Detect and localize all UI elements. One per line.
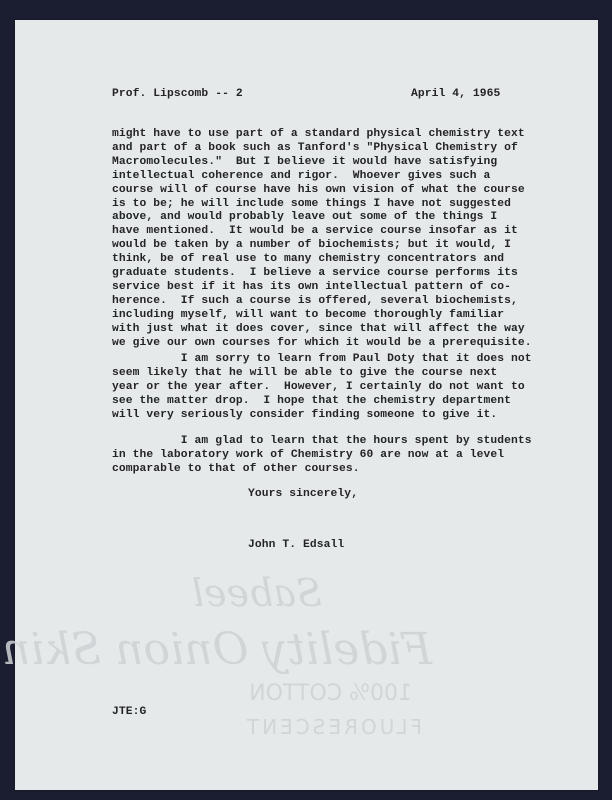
- text-line: intellectual coherence and rigor. Whoever gives such a: [112, 169, 491, 182]
- watermark-fluorescent: FLUORESCENT: [243, 715, 422, 739]
- text-line: is to be; he will include some things I have not suggested: [112, 197, 511, 210]
- text-line: graduate students. I believe a service course performs its: [112, 267, 518, 280]
- text-line: comparable to that of other courses.: [112, 462, 360, 475]
- text-line: we give our own courses for which it would be a prerequisite.: [112, 336, 532, 349]
- text-line: and part of a book such as Tanford's "Physical Chemistry of: [112, 141, 518, 154]
- text-line: including myself, will want to become thoroughly familiar: [112, 308, 505, 321]
- text-line: see the matter drop. I hope that the chemistry department: [112, 394, 511, 407]
- text-line: I am sorry to learn from Paul Doty that it does not: [112, 353, 532, 365]
- page-header-date: April 4, 1965: [411, 88, 501, 100]
- text-line: herence. If such a course is offered, several biochemists,: [112, 294, 518, 307]
- text-line: will very seriously consider finding someone to give it.: [112, 408, 498, 421]
- text-line: Macromolecules." But I believe it would have satisfying: [112, 155, 498, 168]
- text-line: would be taken by a number of biochemists; but it would, I: [112, 239, 511, 252]
- text-line: might have to use part of a standard physical chemistry text: [112, 128, 525, 140]
- paragraph-course-vision: [112, 128, 542, 351]
- text-line: above, and would probably leave out some of the things I: [112, 211, 498, 224]
- text-line: course will of course have his own vision of what the course: [112, 183, 525, 196]
- text-line: I am glad to learn that the hours spent by students: [112, 435, 532, 447]
- paragraph-paul-doty: [112, 353, 542, 423]
- watermark-cotton: 100% COTTON: [249, 681, 412, 706]
- text-line: in the laboratory work of Chemistry 60 are now at a level: [112, 448, 505, 461]
- paragraph-laboratory-hours: [112, 435, 542, 477]
- page-header-recipient: Prof. Lipscomb -- 2: [112, 88, 243, 100]
- watermark-brand-name: Fidelity Onion Skin: [2, 624, 432, 675]
- text-line: seem likely that he will be able to give the course next: [112, 366, 498, 379]
- typist-initials: JTE:G: [112, 706, 147, 718]
- closing-salutation: Yours sincerely,: [248, 488, 359, 500]
- text-line: have mentioned. It would be a service course insofar as it: [112, 225, 518, 238]
- text-line: service best if it has its own intellectual pattern of co-: [112, 280, 511, 293]
- text-line: with just what it does cover, since that will affect the way: [112, 322, 525, 335]
- watermark-brand-script: Sabeel: [191, 571, 322, 615]
- text-line: think, be of real use to many chemistry concentrators and: [112, 253, 505, 266]
- signer-name: John T. Edsall: [248, 539, 345, 551]
- text-line: year or the year after. However, I certainly do not want to: [112, 380, 525, 393]
